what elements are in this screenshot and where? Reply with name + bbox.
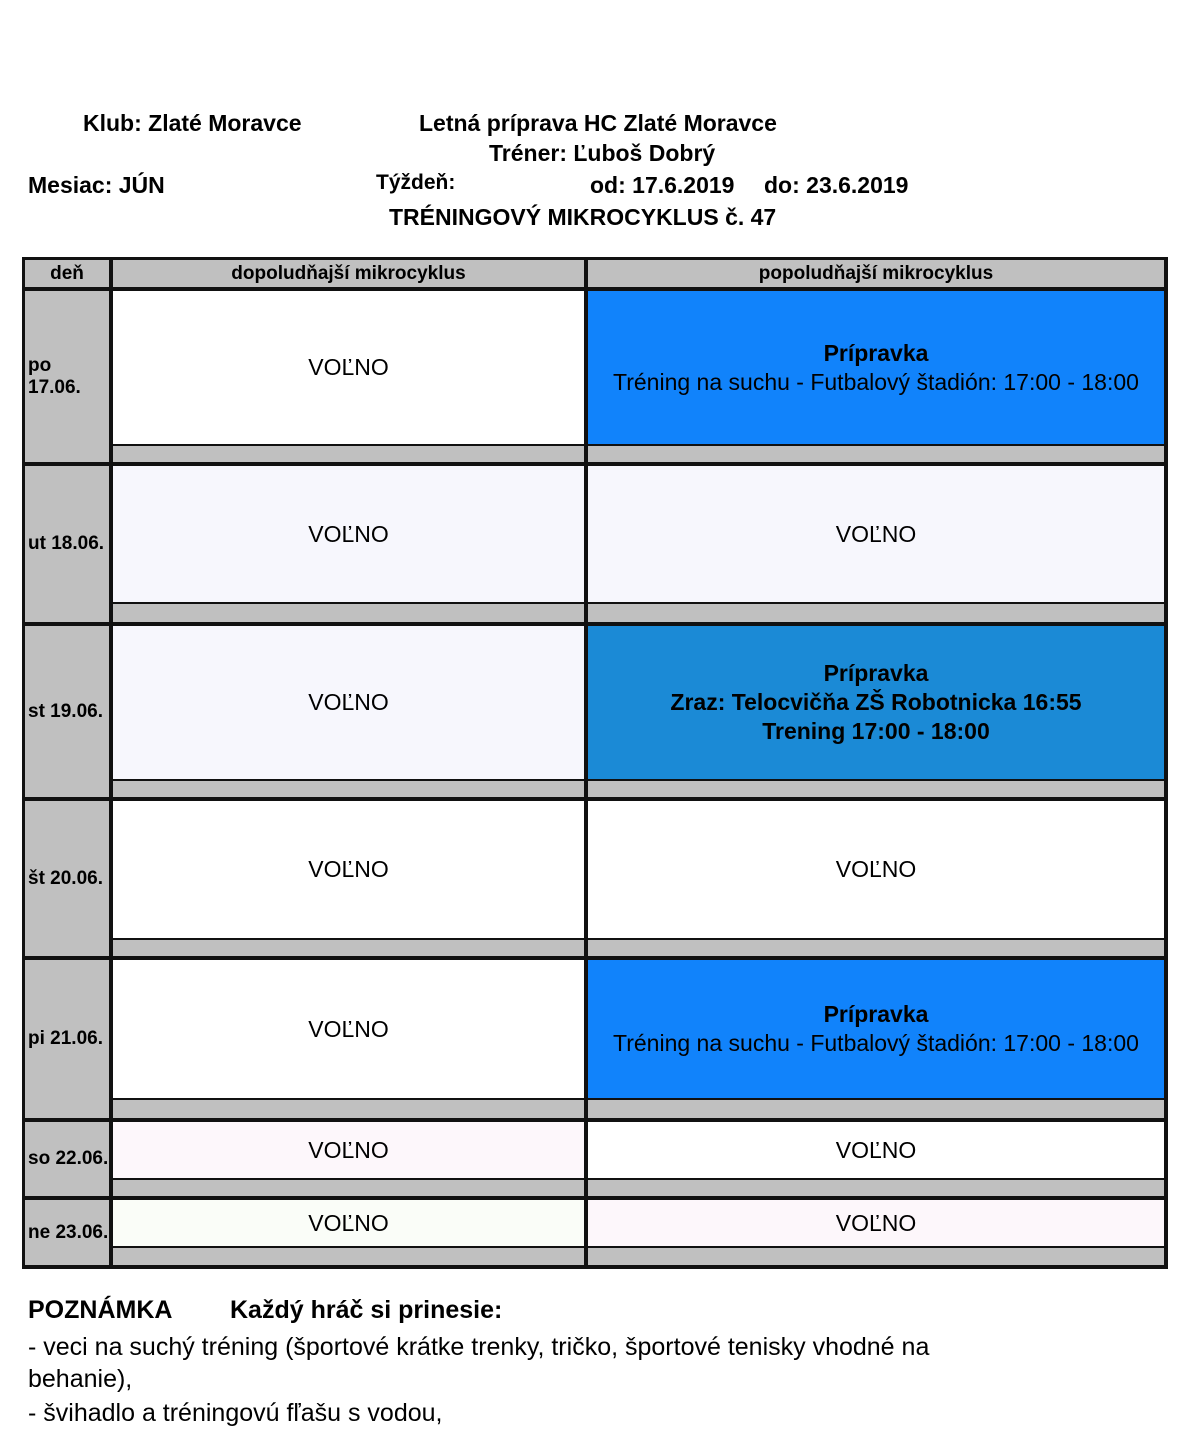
date-to: do: 23.6.2019: [764, 172, 909, 198]
day-cell: št 20.06.: [25, 801, 109, 956]
row-spacer: [588, 1248, 1164, 1265]
activity-text: VOĽNO: [308, 1015, 389, 1042]
row-spacer: [113, 446, 584, 462]
month-label: Mesiac: JÚN: [28, 172, 165, 198]
note-line: behanie),: [28, 1365, 133, 1393]
morning-activity: [113, 466, 584, 602]
row-spacer: [588, 604, 1164, 622]
morning-activity: [113, 1200, 584, 1246]
day-cell: po 17.06.: [25, 291, 109, 462]
note-label: POZNÁMKA: [28, 1296, 173, 1324]
column-header-afternoon: popoludňajší mikrocyklus: [588, 260, 1164, 287]
activity-text: VOĽNO: [308, 856, 389, 882]
row-spacer: [113, 1100, 584, 1118]
afternoon-activity: [588, 466, 1164, 602]
afternoon-activity: [588, 801, 1164, 938]
day-cell: so 22.06.: [25, 1122, 109, 1196]
activity-detail: Tréning na suchu - Futbalový štadión: 17:00 - 18:00: [613, 368, 1139, 395]
afternoon-activity: [588, 626, 1164, 779]
document-title: Letná príprava HC Zlaté Moravce: [419, 110, 777, 136]
note-line: - švihadlo a tréningovú fľašu s vodou,: [28, 1399, 443, 1427]
row-spacer: [588, 940, 1164, 956]
week-label: Týždeň:: [376, 171, 456, 194]
day-cell: st 19.06.: [25, 626, 109, 797]
morning-activity: [113, 801, 584, 938]
row-spacer: [588, 1100, 1164, 1118]
afternoon-activity: [588, 291, 1164, 444]
row-spacer: [588, 446, 1164, 462]
morning-activity: [113, 1122, 584, 1178]
morning-activity: [113, 626, 584, 779]
activity-text: VOĽNO: [308, 1209, 389, 1236]
activity-text: VOĽNO: [308, 1136, 389, 1163]
morning-activity: [113, 291, 584, 444]
row-spacer: [588, 1180, 1164, 1196]
day-cell: ne 23.06.: [25, 1200, 109, 1265]
activity-text: VOĽNO: [835, 1136, 917, 1163]
club-name: Klub: Zlaté Moravce: [83, 110, 302, 136]
activity-detail: Tréning na suchu - Futbalový štadión: 17:00 - 18:00: [613, 1030, 1139, 1056]
column-header-morning: dopoludňajší mikrocyklus: [113, 260, 584, 287]
column-header-day: deň: [25, 260, 109, 287]
note-line: - veci na suchý tréning (športové krátke trenky, tričko, športové tenisky vhodné na: [28, 1333, 930, 1361]
coach-name: Tréner: Ľuboš Dobrý: [489, 140, 716, 166]
afternoon-activity: [588, 1122, 1164, 1178]
activity-text: VOĽNO: [308, 354, 389, 380]
activity-title: Prípravka: [823, 339, 929, 366]
row-spacer: [113, 940, 584, 956]
activity-title: Prípravka: [823, 1001, 929, 1027]
activity-text: VOĽNO: [835, 856, 917, 882]
date-from: od: 17.6.2019: [590, 172, 735, 198]
schedule-table: [22, 257, 1168, 1269]
activity-text: VOĽNO: [835, 520, 917, 547]
activity-text: VOĽNO: [835, 1209, 917, 1236]
activity-title: Prípravka: [823, 660, 929, 686]
row-spacer: [113, 1180, 584, 1196]
day-cell: pi 21.06.: [25, 960, 109, 1118]
activity-text: VOĽNO: [308, 520, 389, 547]
row-spacer: [113, 1248, 584, 1265]
activity-detail: Zraz: Telocvičňa ZŠ Robotnicka 16:55: [670, 689, 1082, 715]
activity-text: VOĽNO: [308, 689, 389, 715]
row-spacer: [588, 781, 1164, 797]
microcycle-number: TRÉNINGOVÝ MIKROCYKLUS č. 47: [389, 204, 777, 230]
morning-activity: [113, 960, 584, 1098]
day-cell: ut 18.06.: [25, 466, 109, 622]
afternoon-activity: [588, 1200, 1164, 1246]
note-heading: Každý hráč si prinesie:: [230, 1296, 503, 1324]
row-spacer: [113, 781, 584, 797]
afternoon-activity: [588, 960, 1164, 1098]
row-spacer: [113, 604, 584, 622]
activity-detail: Trening 17:00 - 18:00: [762, 718, 990, 744]
